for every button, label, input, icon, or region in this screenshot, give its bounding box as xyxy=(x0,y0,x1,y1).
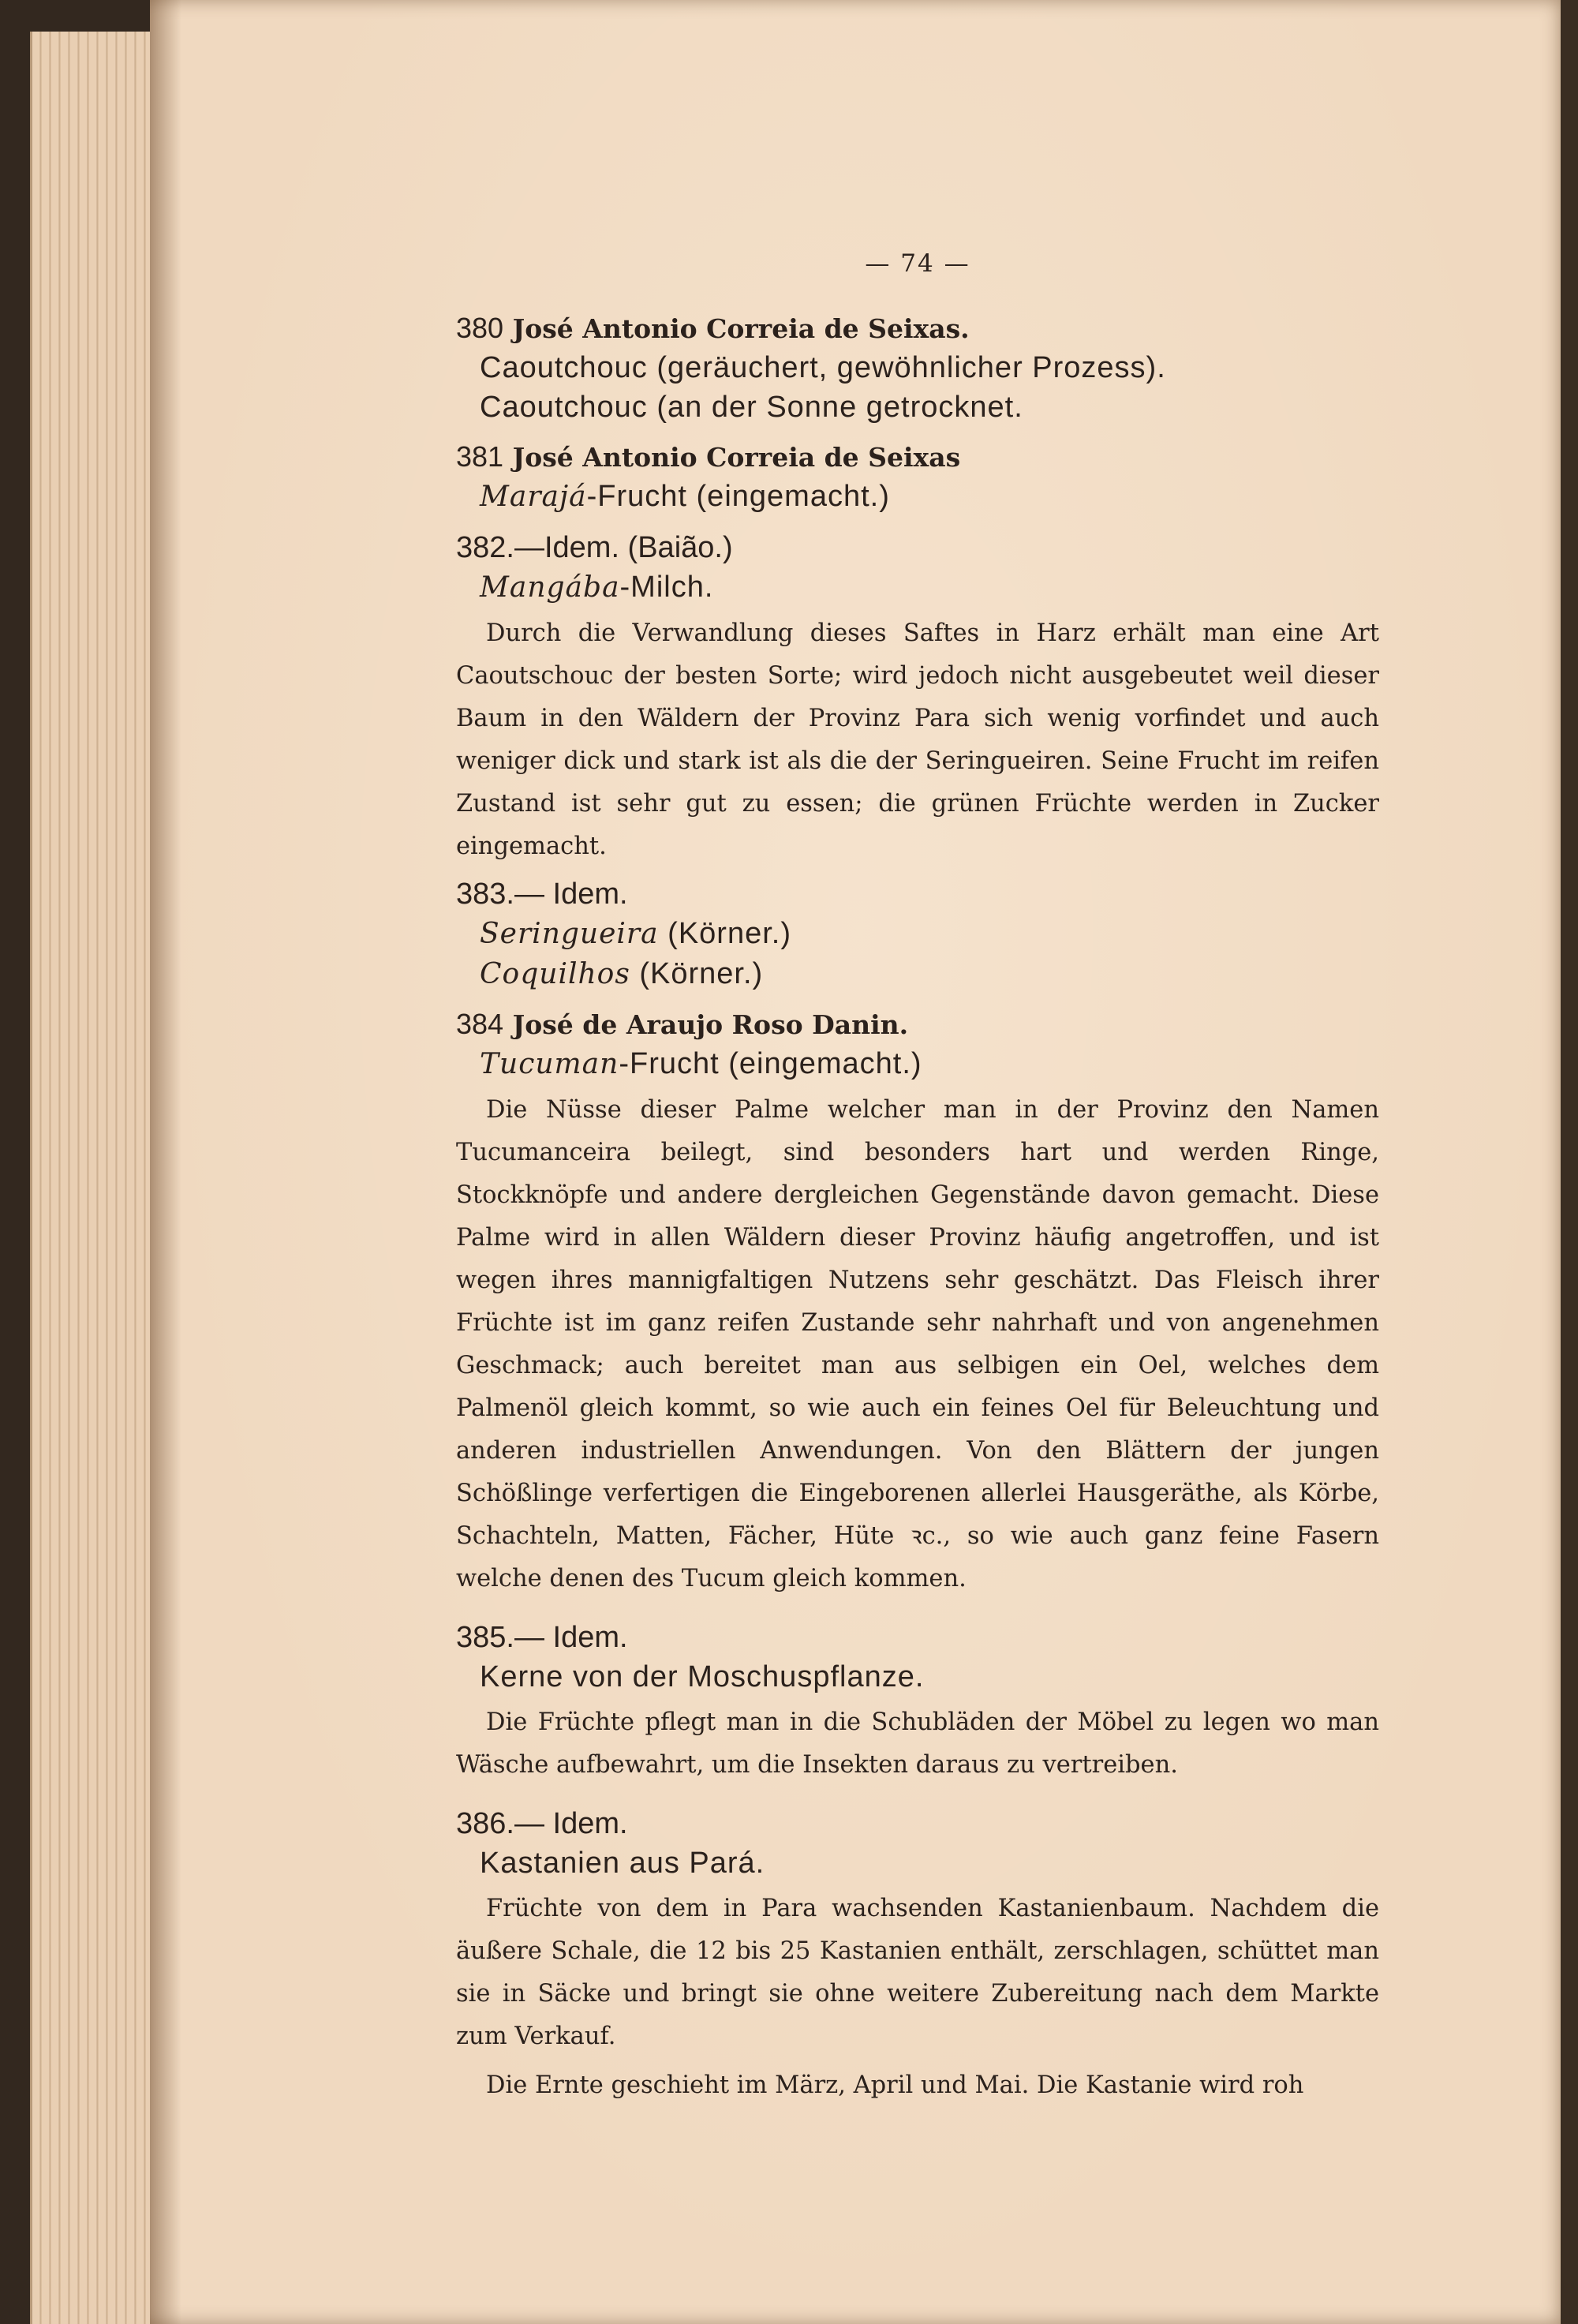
page-gutter-shadow xyxy=(150,0,181,2324)
item-line: Kerne von der Moschuspflanze. xyxy=(480,1660,925,1693)
entry-number: 380 xyxy=(456,312,504,344)
entry-idem: 383.— Idem. xyxy=(456,878,628,911)
entry-heading xyxy=(456,1005,1379,1044)
item-line: Kastanien aus Pará. xyxy=(480,1847,765,1880)
item-line: Caoutchouc (geräuchert, gewöhnlicher Prozess). xyxy=(480,351,1166,384)
description-paragraph: Durch die Verwandlung dieses Saftes in Harz erhält man eine Art Caoutschouc der besten Sorte; wird jedoch nicht ausgebeutet weil dieser Baum in den Wäldern der Provinz Para sich wenig vorfindet und auch weniger dick und stark ist als die der Seringueiren. Seine Frucht im reifen Zustand ist sehr gut zu essen; die grünen Früchte werden in Zucker eingemacht. xyxy=(456,619,1379,860)
entry-heading xyxy=(456,438,1379,477)
description-paragraph: Früchte von dem in Para wachsenden Kastanienbaum. Nachdem die äußere Schale, die 12 bis 25 Kastanien enthält, zerschlagen, schüttet man sie in Säcke und bringt sie ohne weitere Zubereitung nach dem Markte zum Verkauf. xyxy=(456,1895,1379,2050)
description-paragraph: Die Ernte geschieht im März, April und Mai. Die Kastanie wird roh xyxy=(486,2071,1304,2099)
entry-idem: 385.— Idem. xyxy=(456,1621,628,1654)
item-line: Seringueira (Körner.) xyxy=(480,917,791,950)
item-line: Tucuman-Frucht (eingemacht.) xyxy=(480,1047,922,1080)
exhibitor-name: José Antonio Correia de Seixas xyxy=(512,442,961,473)
item-line: Coquilhos (Körner.) xyxy=(480,957,764,990)
description-paragraph: Die Früchte pflegt man in die Schubläden der Möbel zu legen wo man Wäsche aufbewahrt, um die Insekten daraus zu vertreiben. xyxy=(456,1708,1379,1779)
entry-idem: 382.—Idem. (Baião.) xyxy=(456,531,733,564)
item-line: Caoutchouc (an der Sonne getrocknet. xyxy=(480,391,1023,424)
description-paragraph: Die Nüsse dieser Palme welcher man in der Provinz den Namen Tucumanceira beilegt, sind besonders hart und werden Ringe, Stockknöpfe und andere dergleichen Gegenstände davon gemacht. Diese Palme wird in allen Wäldern dieser Provinz häufig angetroffen, und ist wegen ihres mannigfaltigen Nutzens sehr geschätzt. Das Fleisch ihrer Früchte ist im ganz reifen Zustande sehr nahrhaft und von angenehmen Geschmack; auch bereitet man aus selbigen ein Oel, welches dem Palmenöl gleich kommt, so wie auch ein feines Oel für Beleuchtung und anderen industriellen Anwendungen. Von den Blättern der jungen Schößlinge verfertigen die Eingeborenen allerlei Hausgeräthe, als Körbe, Schachteln, Matten, Fächer, Hüte ꝛc., so wie auch ganz feine Fasern welche denen des Tucum gleich kommen. xyxy=(456,1096,1379,1592)
entry-idem: 386.— Idem. xyxy=(456,1807,628,1840)
entry-heading xyxy=(456,309,1379,348)
entry-number: 381 xyxy=(456,440,504,473)
item-line: Marajá-Frucht (eingemacht.) xyxy=(480,480,890,513)
exhibitor-name: José de Araujo Roso Danin. xyxy=(512,1009,909,1040)
page-text xyxy=(456,249,1379,2113)
exhibitor-name: José Antonio Correia de Seixas. xyxy=(512,313,970,344)
entry-number: 384 xyxy=(456,1008,504,1040)
item-line: Mangába-Milch. xyxy=(480,571,714,604)
page-number: — 74 — xyxy=(865,249,970,278)
right-scan-edge xyxy=(1561,0,1578,2324)
